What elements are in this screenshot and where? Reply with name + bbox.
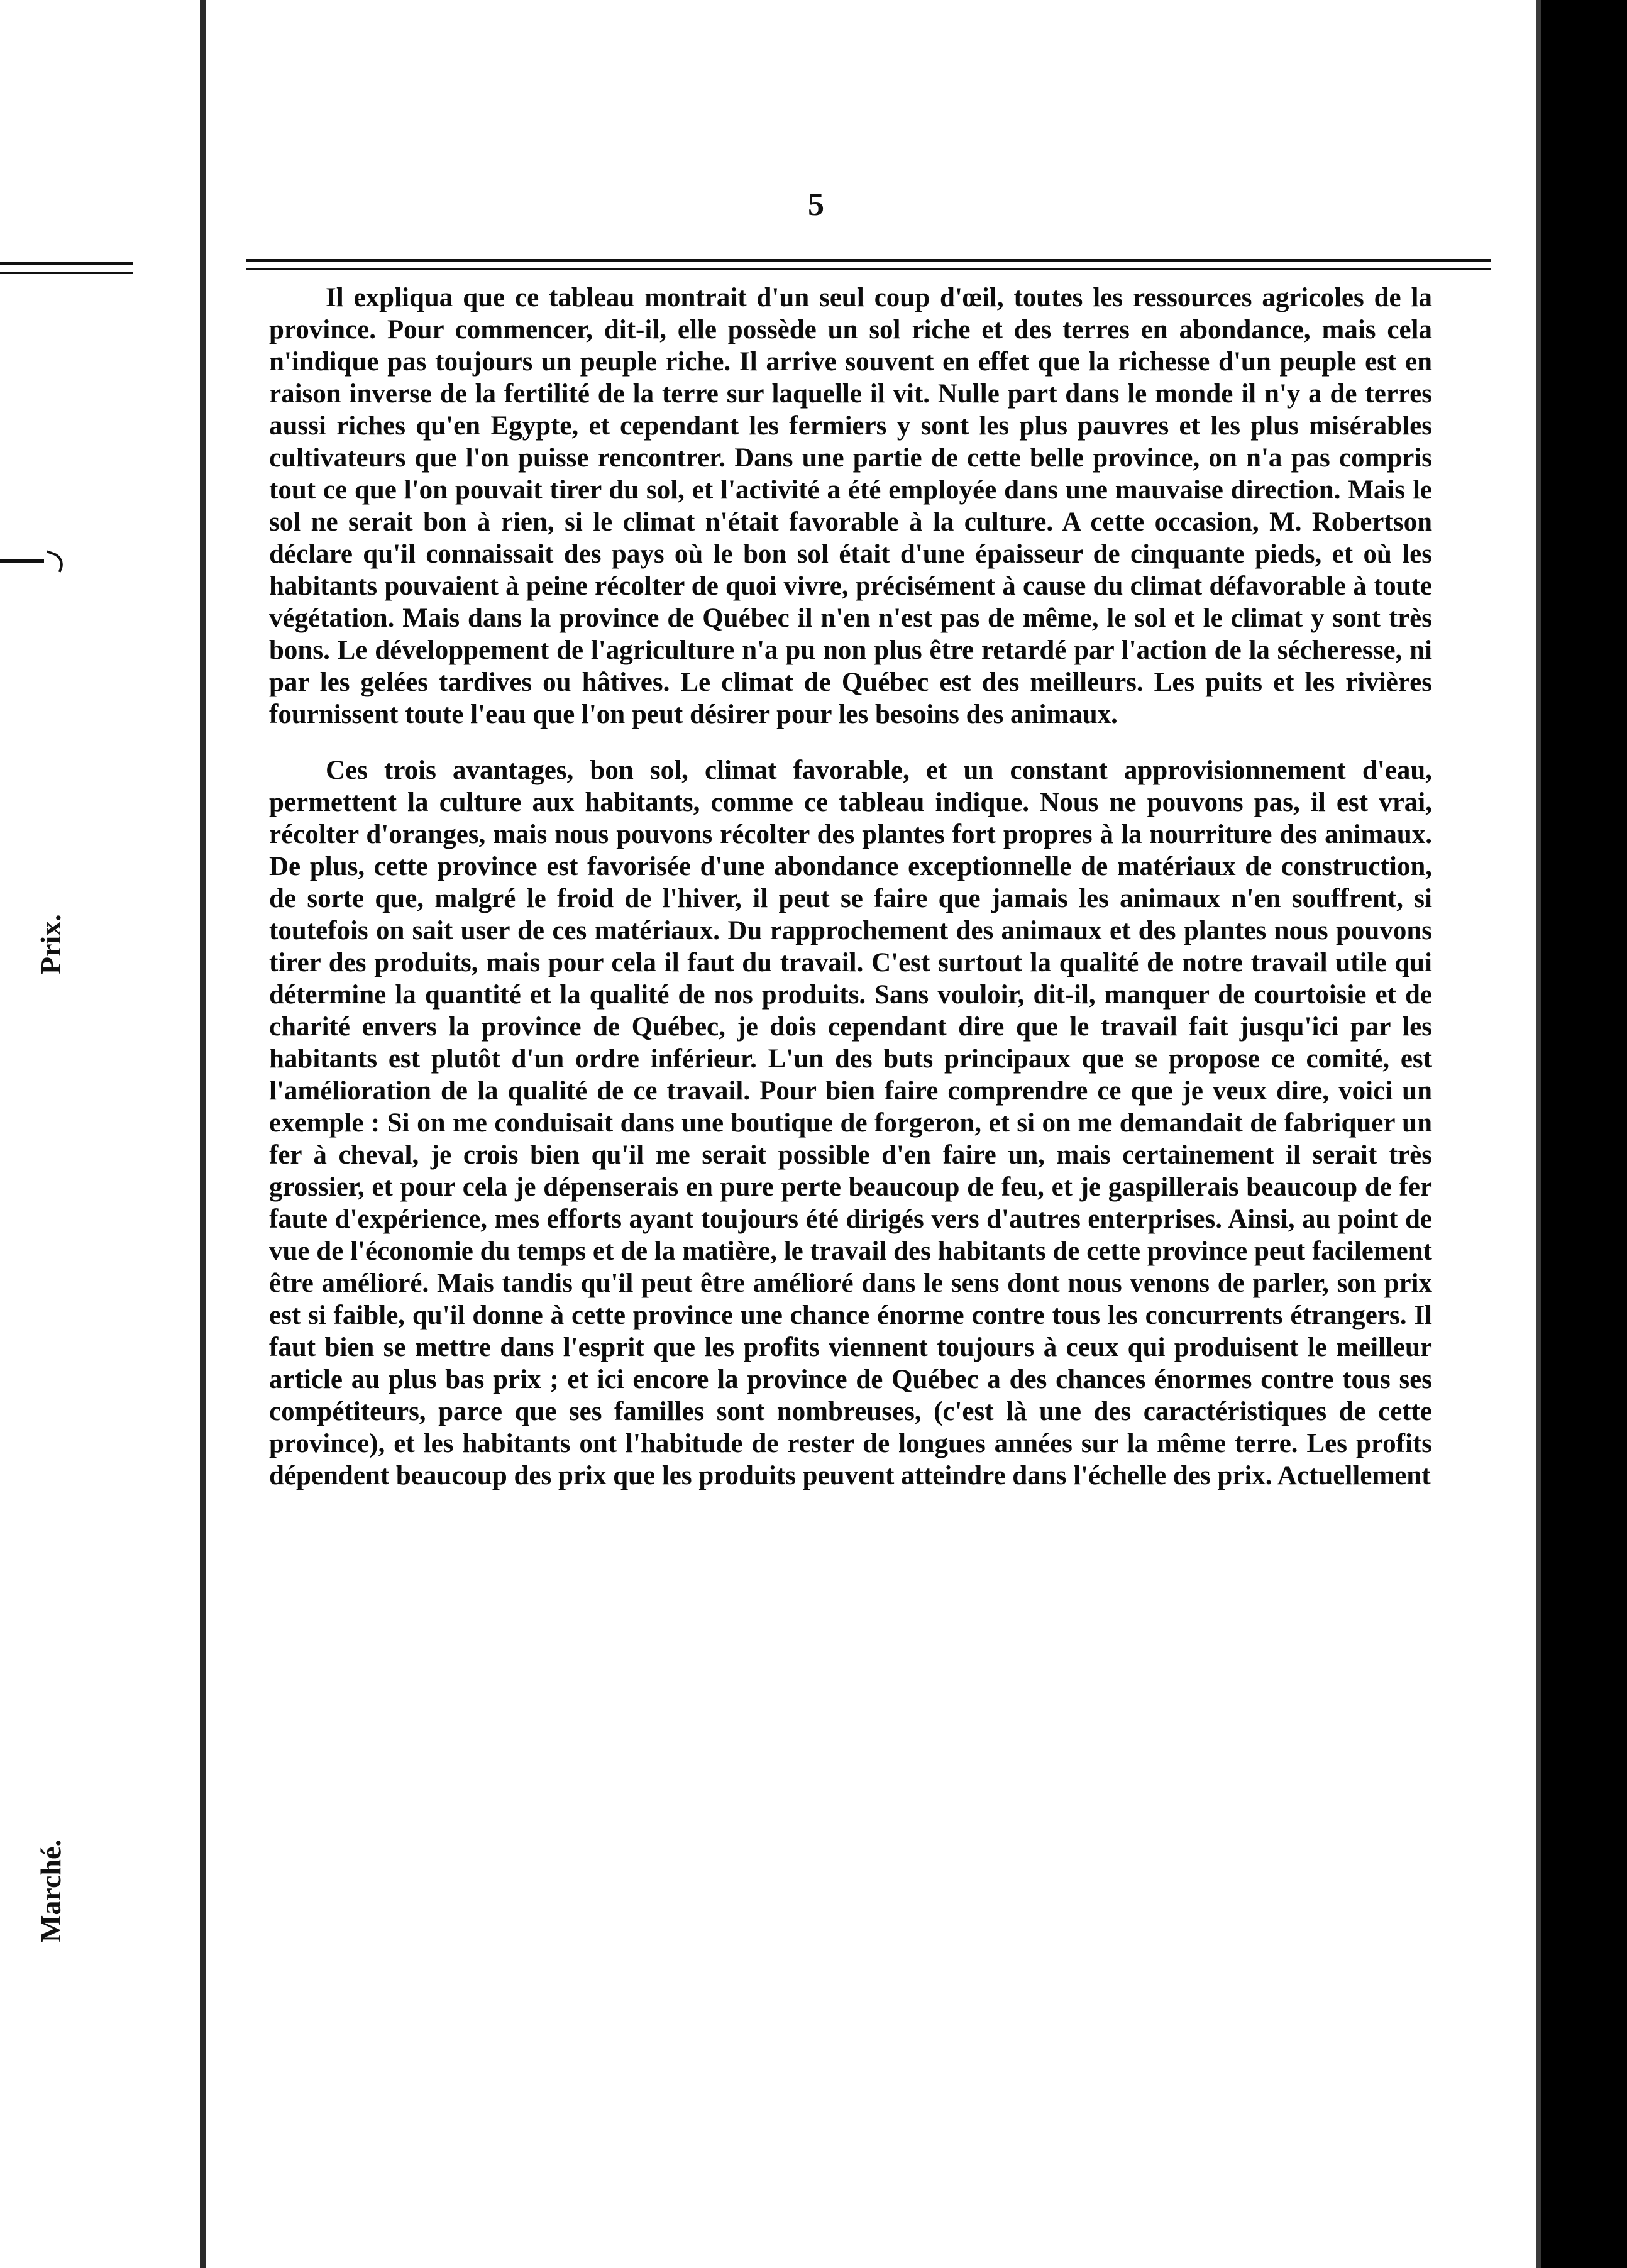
left-page-rule (0, 262, 133, 265)
document-page (206, 0, 1536, 2268)
body-text (269, 282, 1432, 1492)
page-number: 5 (808, 187, 824, 223)
scan-border (1536, 0, 1627, 2268)
header-rule (246, 268, 1491, 270)
left-page-rule (0, 272, 133, 274)
previous-page-edge (0, 0, 200, 2268)
paragraph: Il expliqua que ce tableau montrait d'un seul coup d'œil, toutes les ressources agricoles de la province. Pour commencer, dit-il, elle possède un sol riche et des terres en abondance, mais cela n'indique pas toujours un peuple riche. Il arrive souvent en effet que la richesse d'un peuple est en raison inverse de la fertilité de la terre sur laquelle il vit. Nulle part dans le monde il n'y a de terres aussi riches qu'en Egypte, et cependant les fermiers y sont les plus pauvres et les plus misérables cultivateurs que l'on puisse rencontrer. Dans une partie de cette belle province, on n'a pas compris tout ce que l'on pouvait tirer du sol, et l'activité a été employée dans une mauvaise direction. Mais le sol ne serait bon à rien, si le climat n'était favorable à la culture. A cette occasion, M. Robertson déclare qu'il connaissait des pays où le bon sol était d'une épaisseur de cinquante pieds, et où les habitants pouvaient à peine récolter de quoi vivre, précisément à cause du climat défavorable à toute végétation. Mais dans la province de Québec il n'en n'est pas de même, le sol et le climat y sont très bons. Le développement de l'agriculture n'a pu non plus être retardé par l'action de la sécheresse, ni par les gelées tardives ou hâtives. Le climat de Québec est des meilleurs. Les puits et les rivières fournissent toute l'eau que l'on peut désirer pour les besoins des animaux. (269, 283, 1432, 729)
left-page-dash (0, 559, 44, 563)
page-edge-shadow (1536, 0, 1541, 2268)
margin-label-prix: Prix. (35, 914, 67, 974)
paragraph: Ces trois avantages, bon sol, climat favorable, et un constant approvisionnement d'eau, permettent la culture aux habitants, comme ce tableau indique. Nous ne pouvons pas, il est vrai, récolter d'oranges, mais nous pouvons récolter des plantes fort propres à la nourriture des animaux. De plus, cette province est favorisée d'une abondance exceptionnelle de matériaux de construction, de sorte que, malgré le froid de l'hiver, il peut se faire que jamais les animaux n'en souffrent, si toutefois on sait user de ces matériaux. Du rapprochement des animaux et des plantes nous pouvons tirer des produits, mais pour cela il faut du travail. C'est surtout la qualité de notre travail utile qui détermine la quantité et la qualité de nos produits. Sans vouloir, dit-il, manquer de courtoisie et de charité envers la province de Québec, je dois cependant dire que le travail fait jusqu'ici par les habitants est plutôt d'un ordre inférieur. L'un des buts principaux que se propose ce comité, est l'amélioration de la qualité de ce travail. Pour bien faire comprendre ce que je veux dire, voici un exemple : Si on me conduisait dans une boutique de forgeron, et si on me demandait de fabriquer un fer à cheval, je crois bien qu'il me serait possible d'en faire un, mais certainement il serait très grossier, et pour cela je dépenserais en pure perte beaucoup de feu, et je gaspillerais beaucoup de fer faute d'expérience, mes efforts ayant toujours été dirigés vers d'autres enterprises. Ainsi, au point de vue de l'économie du temps et de la matière, le travail des habitants de cette province peut facilement être amélioré. Mais tandis qu'il peut être amélioré dans le sens dont nous venons de parler, son prix est si faible, qu'il donne à cette province une chance énorme contre tous les concurrents étrangers. Il faut bien se mettre dans l'esprit que les profits viennent toujours à ceux qui produisent le meilleur article au plus bas prix ; et ici encore la province de Québec a des chances énormes contre tous ses compétiteurs, parce que ses familles sont nombreuses, (c'est là une des caractéristiques de cette province), et les habitants ont l'habitude de rester de longues années sur la même terre. Les profits dépendent beaucoup des prix que les produits peuvent atteindre dans l'échelle des prix. Actuellement (269, 756, 1432, 1490)
margin-label-marche: Marché. (35, 1839, 67, 1942)
page-gutter (200, 0, 206, 2268)
left-page-dash-hook (42, 550, 67, 572)
header-rule (246, 259, 1491, 262)
